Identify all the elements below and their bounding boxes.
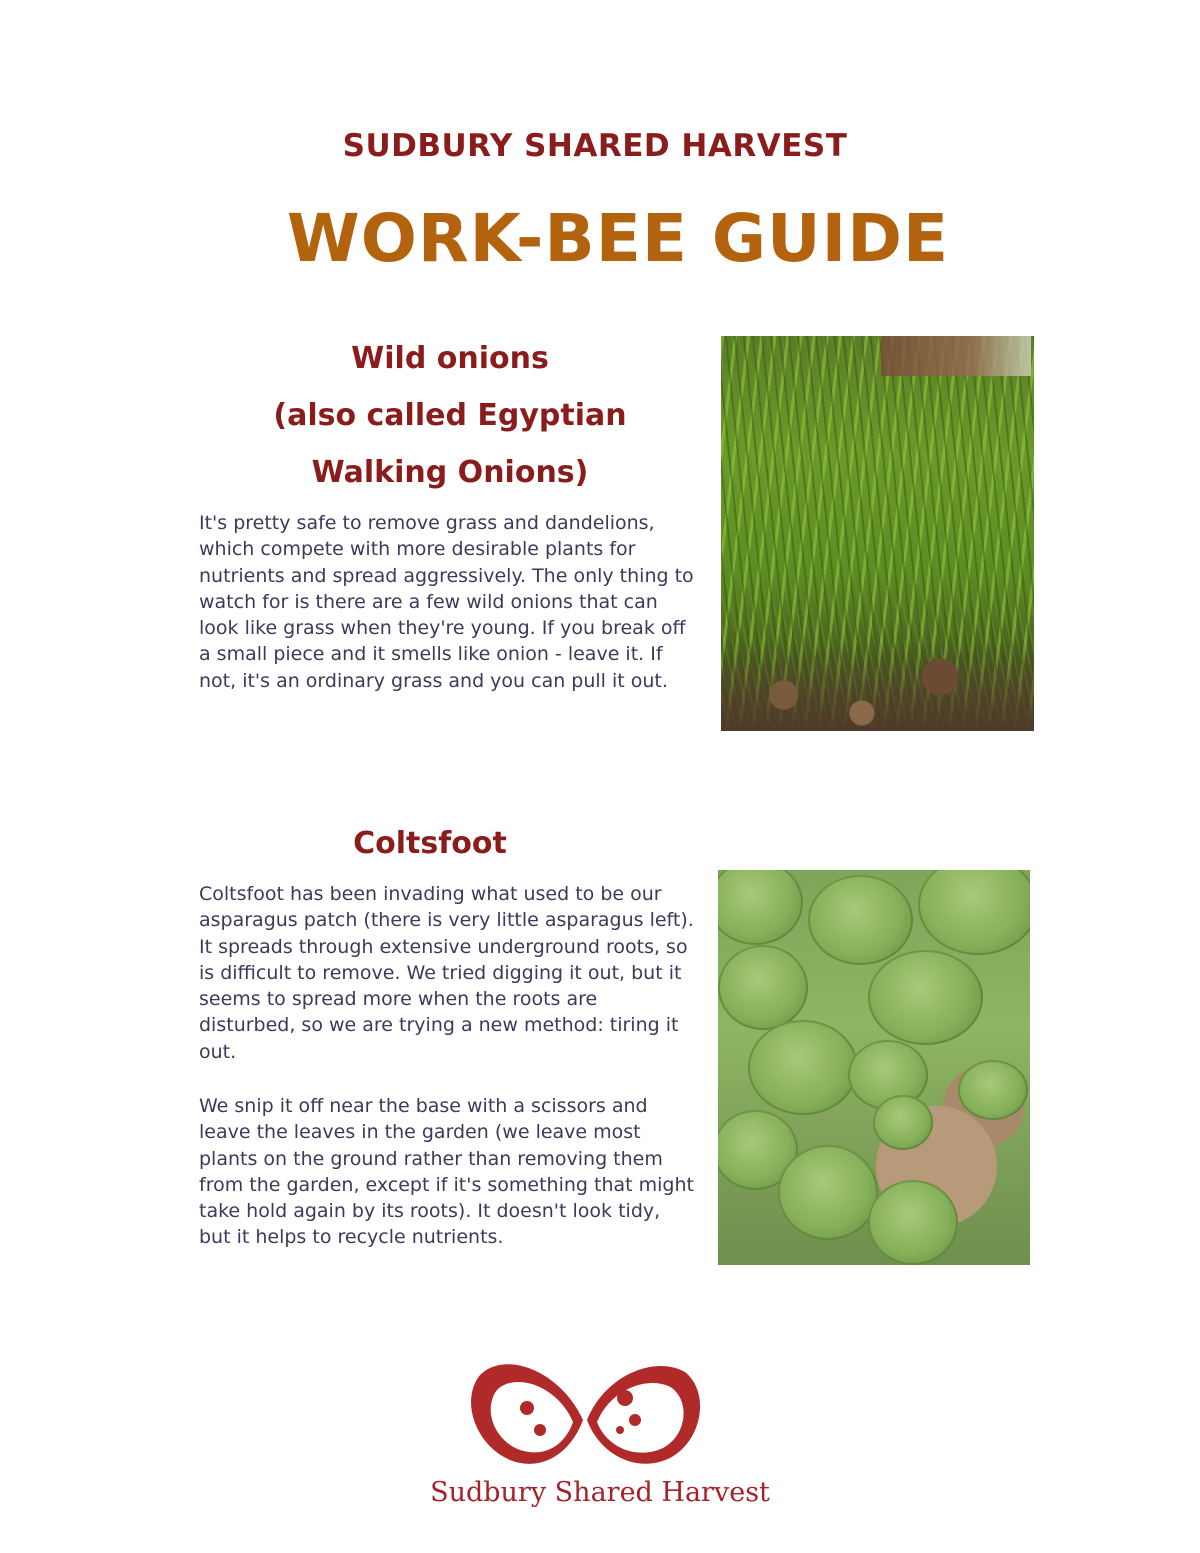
wild-onions-heading-line-3: Walking Onions) <box>311 455 589 490</box>
photo-leaf <box>918 870 1030 955</box>
photo-leaf <box>873 1095 933 1150</box>
coltsfoot-text-1: Coltsfoot has been invading what used to be our asparagus patch (there is very little asparagus left). It spreads through extensive underground roots, so is difficult to remove. We tried digging it out, but it seems to spread more when the roots are disturbed, so we are trying a new method: tiring it out. <box>199 883 694 1063</box>
photo-leaf <box>748 1020 858 1115</box>
logo-graphic <box>465 1350 705 1475</box>
photo-ground-leaves <box>721 641 1034 731</box>
coltsfoot-heading: Coltsfoot <box>353 826 507 861</box>
wild-onions-photo <box>721 336 1034 731</box>
photo-leaf <box>718 870 803 945</box>
wild-onions-heading-line-2: (also called Egyptian <box>273 398 627 433</box>
photo-leaf <box>808 875 913 965</box>
coltsfoot-photo <box>718 870 1030 1265</box>
logo-seed <box>534 1424 546 1436</box>
photo-leaf <box>868 950 983 1045</box>
page-title: WORK-BEE GUIDE <box>286 200 950 277</box>
logo-seed <box>520 1401 534 1415</box>
logo-seed <box>617 1390 633 1406</box>
photo-leaf <box>868 1180 958 1265</box>
logo-seed <box>629 1414 641 1426</box>
org-title: SUDBURY SHARED HARVEST <box>342 128 848 164</box>
photo-sky-patch <box>881 336 1031 376</box>
wild-onions-heading-line-1: Wild onions <box>351 341 549 376</box>
logo-seed <box>616 1426 624 1434</box>
photo-leaf <box>718 945 808 1030</box>
logo-text: Sudbury Shared Harvest <box>430 1477 770 1508</box>
photo-leaf <box>778 1145 878 1240</box>
wild-onions-text: It's pretty safe to remove grass and dandelions, which compete with more desirable plants for nutrients and spread aggressively. The only thing to watch for is there are a few wild onions that can look like grass when they're young. If you break off a small piece and it smells like onion - leave it. If not, it's an ordinary grass and you can pull it out. <box>199 512 694 692</box>
wild-onions-heading <box>200 330 700 501</box>
photo-leaf <box>958 1060 1028 1120</box>
coltsfoot-text-2: We snip it off near the base with a scissors and leave the leaves in the garden (we leave most plants on the ground rather than removing them from the garden, except if it's something that might take hold again by its roots). It doesn't look tidy, but it helps to recycle nutrients. <box>199 1095 694 1249</box>
